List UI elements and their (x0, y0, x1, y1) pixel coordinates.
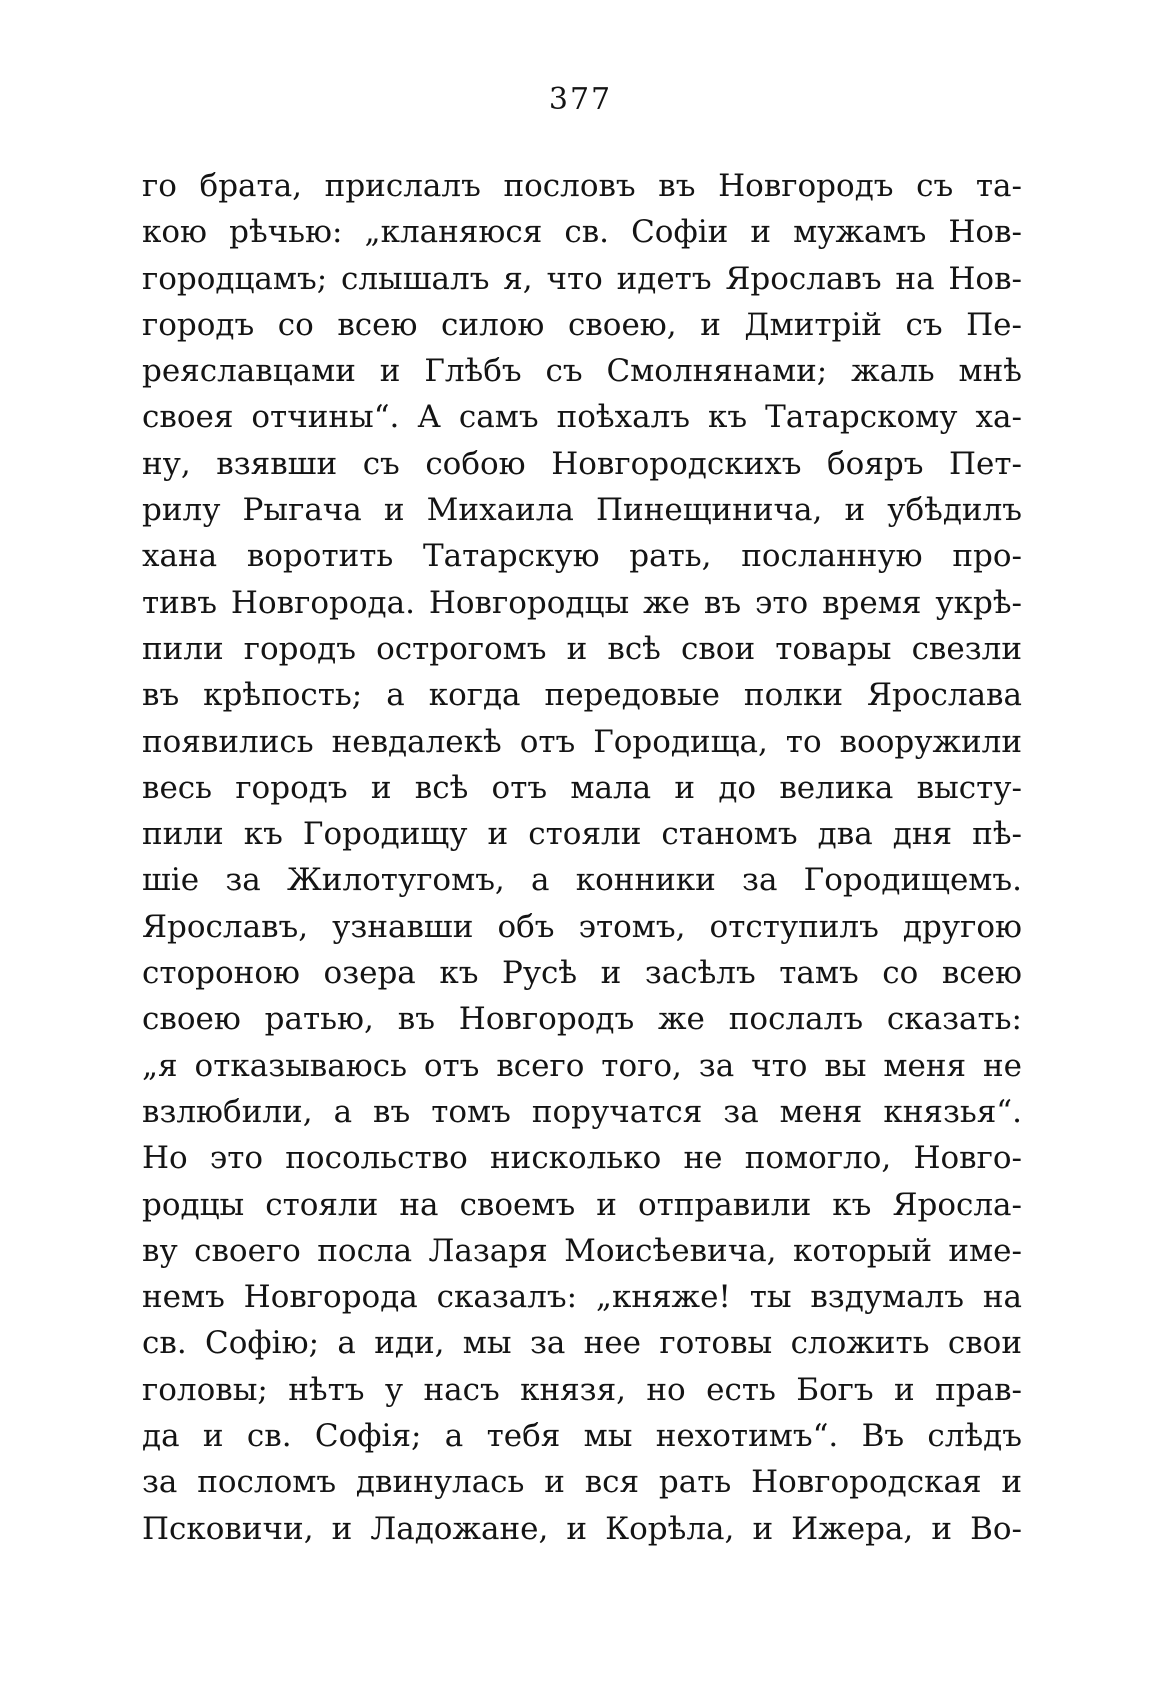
text-line: Но это посольство нисколько не помогло, Новго- (142, 1140, 1022, 1177)
text-line: рилу Рыгача и Михаила Пинещинича, и убѣдилъ (142, 492, 1022, 529)
text-line: да и св. Софія; а тебя мы нехотимъ“. Въ слѣдъ (142, 1418, 1022, 1455)
text-line: реяславцами и Глѣбъ съ Смолнянами; жаль мнѣ (142, 353, 1022, 390)
body-text (142, 163, 1022, 1552)
text-line: немъ Новгорода сказалъ: „княже! ты вздумалъ на (142, 1279, 1022, 1316)
text-line: Псковичи, и Ладожане, и Корѣла, и Ижера, и Во- (142, 1510, 1022, 1547)
page-number: 377 (548, 82, 613, 117)
text-line: взлюбили, а въ томъ поручатся за меня князья“. (142, 1093, 1022, 1130)
text-line: головы; нѣтъ у насъ князя, но есть Богъ и прав- (142, 1371, 1022, 1408)
text-line: го брата, прислалъ пословъ въ Новгородъ съ та- (142, 168, 1022, 204)
text-line: родцы стояли на своемъ и отправили къ Яросла- (142, 1186, 1022, 1223)
text-line: хана воротить Татарскую рать, посланную про- (142, 538, 1022, 575)
text-line: за посломъ двинулась и вся рать Новгородская и (142, 1464, 1022, 1501)
text-line: въ крѣпость; а когда передовые полки Ярослава (142, 677, 1022, 714)
text-line: своею ратью, въ Новгородъ же послалъ сказать: (142, 1001, 1022, 1038)
text-line: „я отказываюсь отъ всего того, за что вы меня не (142, 1047, 1022, 1084)
text-line: стороною озера къ Русѣ и засѣлъ тамъ со всею (142, 955, 1022, 992)
text-line: Ярославъ, узнавши объ этомъ, отступилъ другою (142, 908, 1022, 945)
text-line: кою рѣчью: „кланяюся св. Софіи и мужамъ Нов- (142, 214, 1022, 251)
text-line: городцамъ; слышалъ я, что идетъ Ярославъ на Нов- (142, 260, 1022, 297)
text-line: ву своего посла Лазаря Моисѣевича, который име- (142, 1232, 1022, 1269)
text-line: своея отчины“. А самъ поѣхалъ къ Татарскому ха- (142, 399, 1022, 436)
text-line: ну, взявши съ собою Новгородскихъ бояръ Пет- (142, 445, 1022, 482)
text-line: св. Софію; а иди, мы за нее готовы сложить свои (142, 1325, 1022, 1362)
text-line: пили къ Городищу и стояли станомъ два дня пѣ- (142, 816, 1022, 853)
text-line: тивъ Новгорода. Новгородцы же въ это время укрѣ- (142, 584, 1022, 621)
text-line: шіе за Жилотугомъ, а конники за Городищемъ. (142, 862, 1022, 899)
text-line: пили городъ острогомъ и всѣ свои товары свезли (142, 630, 1022, 667)
text-line: весь городъ и всѣ отъ мала и до велика высту- (142, 769, 1022, 806)
text-line: городъ со всею силою своею, и Дмитрій съ Пе- (142, 306, 1022, 343)
text-line: появились невдалекѣ отъ Городища, то вооружили (142, 723, 1022, 760)
